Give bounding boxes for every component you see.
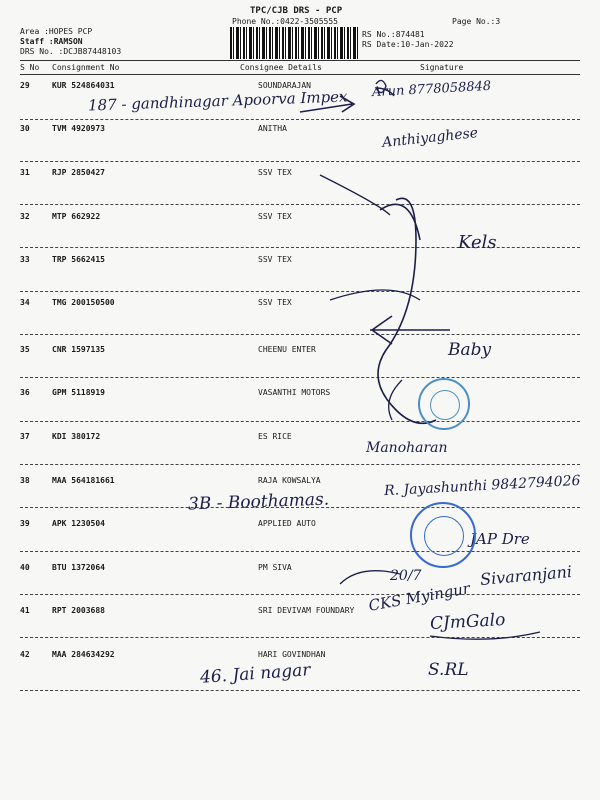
handwritten-signature: Arun 8778058848 (371, 78, 492, 101)
row-consignee: APPLIED AUTO (258, 519, 316, 528)
row-sno: 39 (20, 519, 30, 528)
handwritten-address: CKS Myingur (367, 579, 472, 615)
stamp-inner-ring (424, 516, 464, 556)
area-label: Area :HOPES PCP (20, 27, 93, 36)
header-rule-top (20, 60, 580, 61)
col-consignee: Consignee Details (240, 63, 322, 72)
row-sno: 29 (20, 81, 30, 90)
row-consignee: SSV TEX (258, 255, 292, 264)
barcode (230, 27, 358, 59)
phone-number: Phone No.:0422-3505555 (232, 17, 338, 26)
row-sno: 37 (20, 432, 30, 441)
handwritten-signature: Baby (448, 340, 492, 360)
row-consignee: ES RICE (258, 432, 292, 441)
handwritten-signature: S.RL (428, 660, 469, 680)
row-consignee: SRI DEVIVAM FOUNDARY (258, 606, 355, 615)
row-divider (20, 161, 580, 162)
rs-number: RS No.:874481 (362, 30, 425, 39)
row-consignee: VASANTHI MOTORS (258, 388, 331, 397)
row-divider (20, 291, 580, 292)
row-consignment: RJP 2850427 (52, 168, 105, 177)
handwritten-signature: Sivaranjani (479, 562, 573, 589)
handwritten-signature: Manoharan (366, 440, 448, 456)
row-sno: 34 (20, 298, 30, 307)
row-divider (20, 421, 580, 422)
row-sno: 42 (20, 650, 30, 659)
row-divider (20, 119, 580, 120)
row-consignment: TVM 4920973 (52, 124, 105, 133)
row-sno: 38 (20, 476, 30, 485)
row-divider (20, 637, 580, 638)
row-consignee: SOUNDARAJAN (258, 81, 311, 90)
row-consignment: TMG 200150500 (52, 298, 115, 307)
row-consignment: CNR 1597135 (52, 345, 105, 354)
row-sno: 40 (20, 563, 30, 572)
row-consignee: RAJA KOWSALYA (258, 476, 321, 485)
row-divider (20, 551, 580, 552)
row-consignee: SSV TEX (258, 298, 292, 307)
row-consignee: ANITHA (258, 124, 287, 133)
document-title: TPC/CJB DRS - PCP (250, 6, 343, 16)
row-divider (20, 690, 580, 691)
row-divider (20, 204, 580, 205)
row-consignment: MAA 564181661 (52, 476, 115, 485)
row-sno: 31 (20, 168, 30, 177)
row-divider (20, 464, 580, 465)
handwritten-signature: JAP Dre (470, 530, 530, 548)
staff-label: Staff :RAMSON (20, 37, 83, 46)
row-consignment: APK 1230504 (52, 519, 105, 528)
page-number: Page No.:3 (452, 17, 501, 26)
row-consignment: MTP 662922 (52, 212, 101, 221)
row-sno: 30 (20, 124, 30, 133)
row-consignment: RPT 2003688 (52, 606, 105, 615)
row-consignee: SSV TEX (258, 212, 292, 221)
row-sno: 32 (20, 212, 30, 221)
loop-stroke (320, 175, 420, 420)
col-consignment: Consignment No (52, 63, 120, 72)
handwritten-signature: R. Jayashunthi 9842794026 (383, 472, 581, 500)
header-rule-bottom (20, 74, 580, 75)
row-consignment: GPM 5118919 (52, 388, 105, 397)
row-consignment: BTU 1372064 (52, 563, 105, 572)
handwritten-address: 46. Jai nagar (199, 660, 312, 688)
handwritten-address: 3B - Boothamas. (187, 489, 330, 515)
row-consignee: SSV TEX (258, 168, 292, 177)
company-stamp (418, 378, 470, 430)
handwritten-signature: Anthiyaghese (381, 125, 479, 151)
row-sno: 41 (20, 606, 30, 615)
drs-number: DRS No. :DCJB87448103 (20, 47, 122, 56)
row-consignment: KDI 380172 (52, 432, 101, 441)
row-divider (20, 377, 580, 378)
row-consignment: KUR 524864031 (52, 81, 115, 90)
row-sno: 36 (20, 388, 30, 397)
rs-date: RS Date:10-Jan-2022 (362, 40, 454, 49)
row-consignee: PM SIVA (258, 563, 292, 572)
row-divider (20, 334, 580, 335)
row-consignment: TRP 5662415 (52, 255, 105, 264)
handwritten-note: 20/7 (390, 568, 422, 584)
stamp-inner-ring (430, 390, 460, 420)
company-stamp (410, 502, 476, 568)
row-divider (20, 594, 580, 595)
handwritten-signature: Kels (458, 232, 497, 253)
col-signature: Signature (420, 63, 464, 72)
row-sno: 33 (20, 255, 30, 264)
handwritten-signature: CJmGalo (429, 610, 506, 634)
row-consignment: MAA 284634292 (52, 650, 115, 659)
row-consignee: CHEENU ENTER (258, 345, 316, 354)
row-sno: 35 (20, 345, 30, 354)
handwritten-address: 187 - gandhinagar Apoorva Impex (87, 87, 348, 115)
row-consignee: HARI GOVINDHAN (258, 650, 326, 659)
col-sno: S No (20, 63, 40, 72)
